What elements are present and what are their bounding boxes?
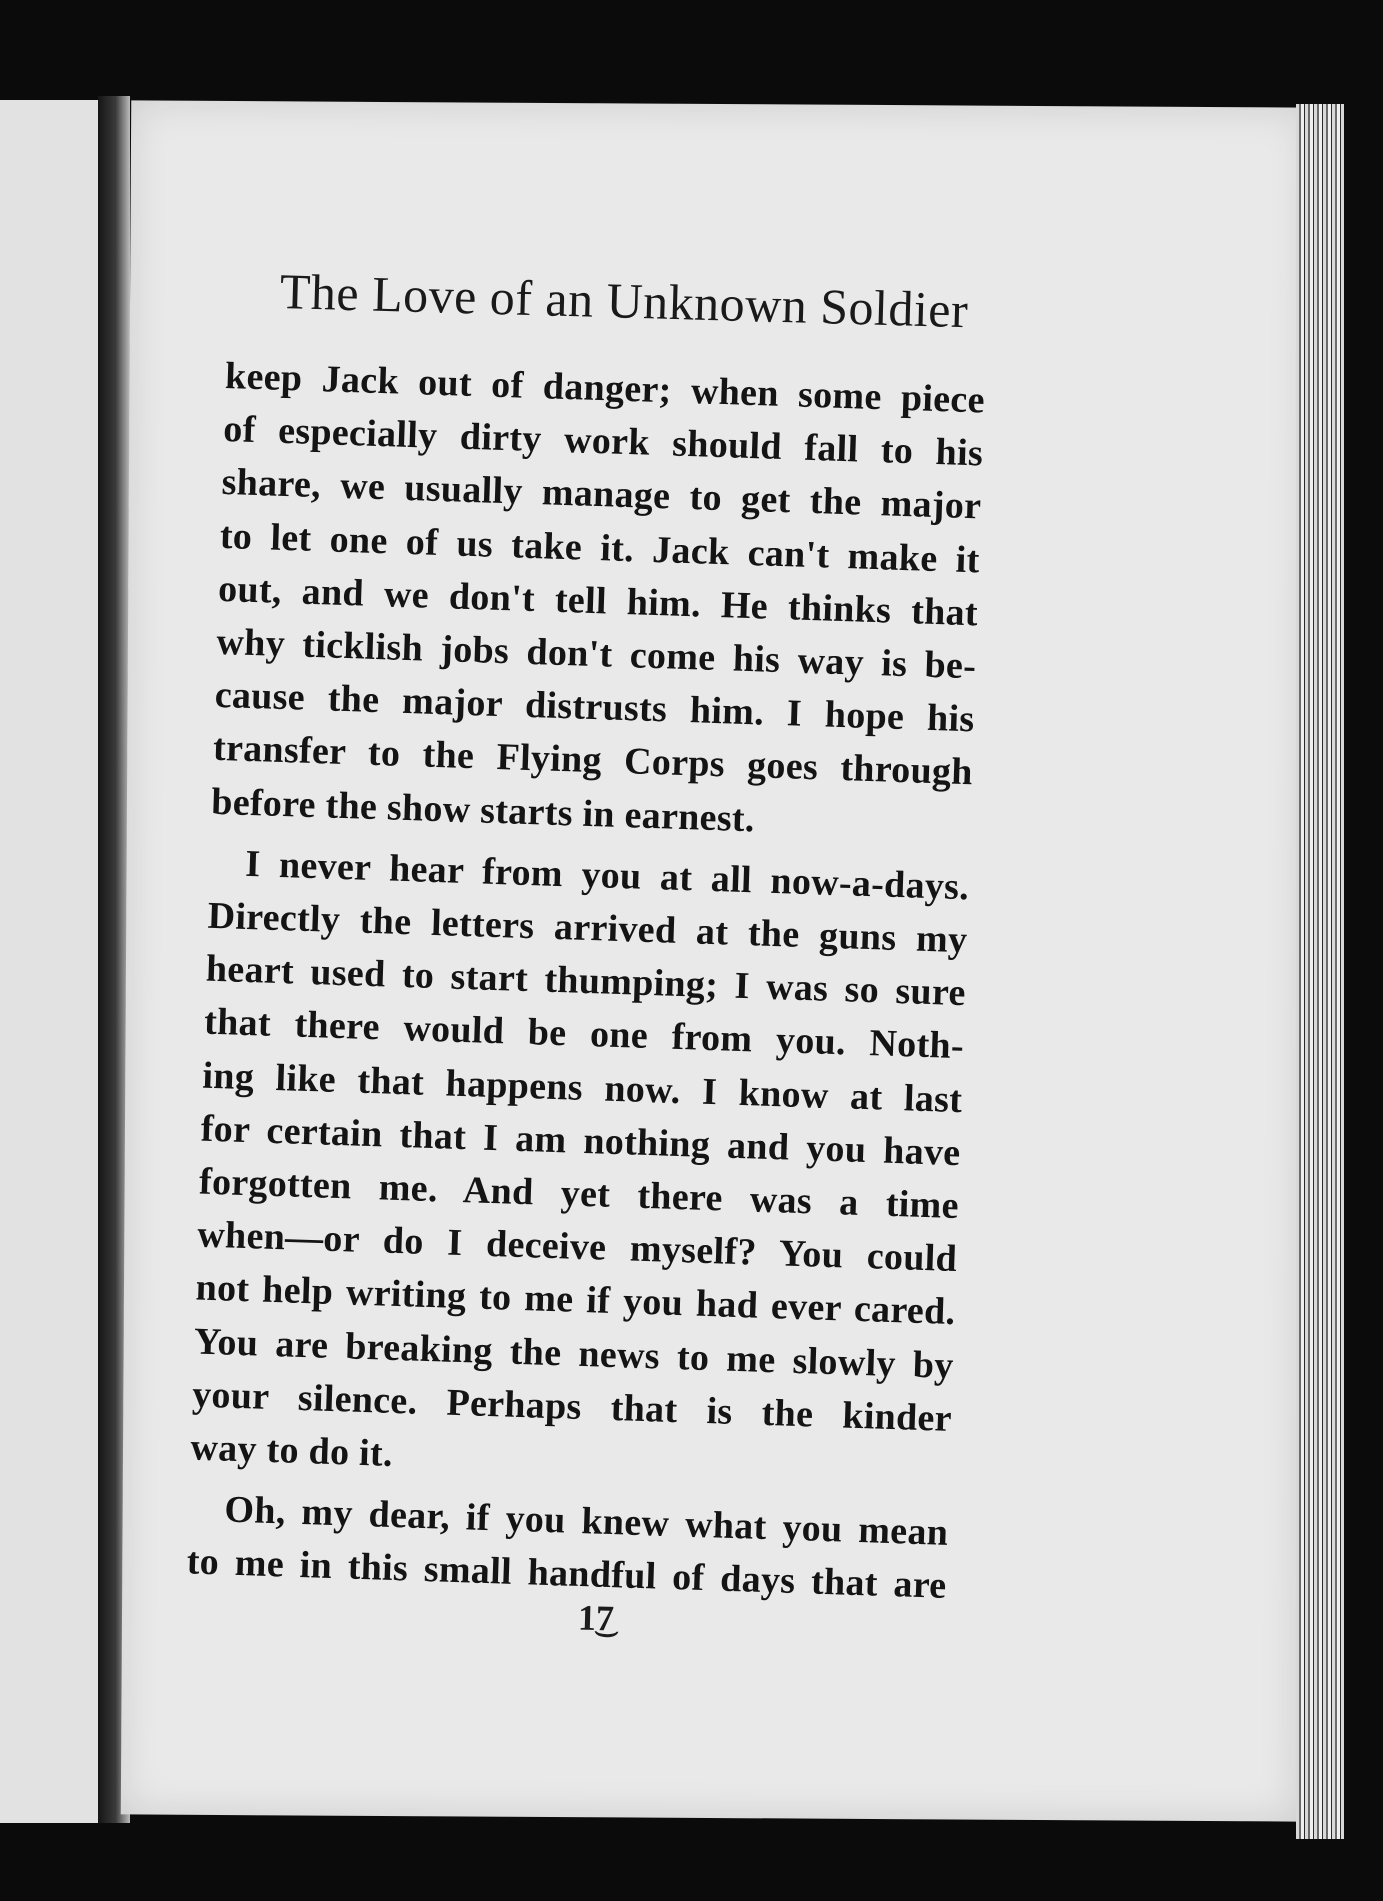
paragraph bbox=[190, 837, 1210, 1507]
text-line: keep Jack out of danger; when some piece bbox=[224, 354, 986, 422]
text-line: out, and we don't tell him. He thinks that bbox=[217, 567, 979, 635]
text-line: cause the major distrusts him. I hope his bbox=[214, 674, 976, 741]
text-line: I never hear from you at all now-a-days. bbox=[244, 842, 970, 909]
text-line: for certain that I am nothing and you have bbox=[200, 1107, 962, 1174]
text-line: when—or do I deceive myself? You could bbox=[196, 1213, 958, 1281]
text-line: why ticklish jobs don't come his way is be- bbox=[215, 620, 977, 688]
running-head: The Love of an Unknown Soldier bbox=[279, 263, 969, 339]
page-stack-edges bbox=[1296, 104, 1344, 1839]
text-line: before the show starts in earnest. bbox=[210, 780, 756, 840]
page-number: 1͜7 bbox=[577, 1597, 615, 1639]
text-line: Oh, my dear, if you knew what you mean bbox=[223, 1488, 949, 1555]
text-line: of especially dirty work should fall to his bbox=[222, 408, 984, 475]
text-line: heart used to start thumping; I was so sure bbox=[205, 947, 967, 1015]
text-line: to let one of us take it. Jack can't make it bbox=[219, 514, 981, 582]
text-line: your silence. Perhaps that is the kinder bbox=[191, 1373, 953, 1440]
body-text bbox=[186, 350, 1225, 1621]
text-line: You are breaking the news to me slowly by bbox=[193, 1320, 955, 1387]
text-line: forgotten me. And yet there was a time bbox=[198, 1160, 960, 1228]
text-line: ing like that happens now. I know at last bbox=[201, 1054, 963, 1121]
text-line: way to do it. bbox=[189, 1426, 394, 1476]
text-line: transfer to the Flying Corps goes through bbox=[212, 727, 974, 794]
text-line: to me in this small handful of days that are bbox=[186, 1540, 948, 1608]
text-line: not help writing to me if you had ever cared. bbox=[195, 1266, 956, 1334]
text-line: that there would be one from you. Noth- bbox=[203, 1001, 965, 1068]
paragraph bbox=[211, 350, 1226, 861]
text-line: Directly the letters arrived at the guns my bbox=[207, 894, 969, 962]
text-line: share, we usually manage to get the major bbox=[221, 461, 983, 528]
facing-page-edge bbox=[0, 100, 98, 1823]
